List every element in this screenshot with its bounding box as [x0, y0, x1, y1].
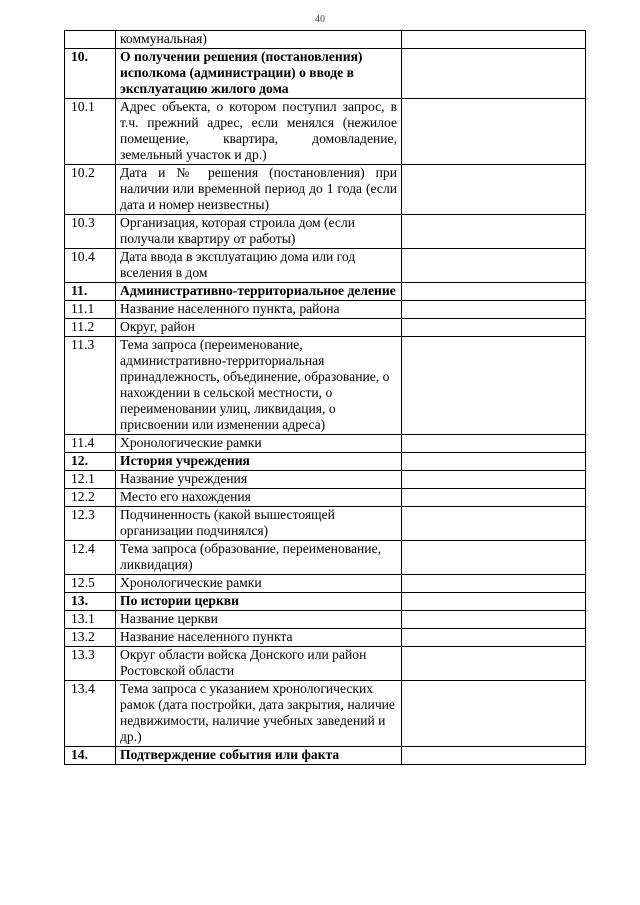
answer-cell[interactable] [402, 99, 586, 165]
answer-cell[interactable] [402, 507, 586, 541]
item-description: По истории церкви [116, 593, 402, 611]
item-number: 11.1 [65, 301, 116, 319]
section-header-row [65, 49, 586, 99]
answer-cell[interactable] [402, 283, 586, 301]
answer-cell[interactable] [402, 681, 586, 747]
item-description: Место его нахождения [116, 489, 402, 507]
section-header-row [65, 747, 586, 765]
answer-cell[interactable] [402, 541, 586, 575]
answer-cell[interactable] [402, 249, 586, 283]
item-number: 10. [65, 49, 116, 99]
table-row [65, 31, 586, 49]
item-number: 11.4 [65, 435, 116, 453]
table-row [65, 471, 586, 489]
item-description: Название населенного пункта, района [116, 301, 402, 319]
answer-cell[interactable] [402, 453, 586, 471]
item-number: 12. [65, 453, 116, 471]
item-number: 13.1 [65, 611, 116, 629]
item-number: 11.2 [65, 319, 116, 337]
item-number: 12.2 [65, 489, 116, 507]
table-row [65, 165, 586, 215]
item-number: 13. [65, 593, 116, 611]
answer-cell[interactable] [402, 31, 586, 49]
table-row [65, 629, 586, 647]
item-description: Адрес объекта, о котором поступил запрос, в т.ч. прежний адрес, если менялся (нежилое помещение, квартира, домовладение, земельный участок и др.) [116, 99, 402, 165]
item-number [65, 31, 116, 49]
item-description: Округ, район [116, 319, 402, 337]
answer-cell[interactable] [402, 471, 586, 489]
item-description: Название церкви [116, 611, 402, 629]
item-description: коммунальная) [116, 31, 402, 49]
table-row [65, 681, 586, 747]
table-row [65, 507, 586, 541]
item-number: 10.4 [65, 249, 116, 283]
table-row [65, 489, 586, 507]
item-number: 14. [65, 747, 116, 765]
table-row [65, 215, 586, 249]
item-number: 10.2 [65, 165, 116, 215]
section-header-row [65, 283, 586, 301]
item-description: Организация, которая строила дом (если получали квартиру от работы) [116, 215, 402, 249]
section-header-row [65, 453, 586, 471]
answer-cell[interactable] [402, 593, 586, 611]
answer-cell[interactable] [402, 165, 586, 215]
answer-cell[interactable] [402, 337, 586, 435]
section-header-row [65, 593, 586, 611]
item-description: Подчиненность (какой вышестоящей организации подчинялся) [116, 507, 402, 541]
answer-cell[interactable] [402, 215, 586, 249]
table-row [65, 541, 586, 575]
table-row [65, 435, 586, 453]
answer-cell[interactable] [402, 489, 586, 507]
answer-cell[interactable] [402, 747, 586, 765]
item-description: Тема запроса с указанием хронологических рамок (дата постройки, дата закрытия, наличие недвижимости, наличие учебных заведений и др.) [116, 681, 402, 747]
table-row [65, 647, 586, 681]
item-description: Тема запроса (образование, переименование, ликвидация) [116, 541, 402, 575]
answer-cell[interactable] [402, 629, 586, 647]
item-number: 12.3 [65, 507, 116, 541]
answer-cell[interactable] [402, 49, 586, 99]
item-description: Административно-территориальное деление [116, 283, 402, 301]
item-number: 13.3 [65, 647, 116, 681]
table-row [65, 301, 586, 319]
answer-cell[interactable] [402, 319, 586, 337]
item-description: Хронологические рамки [116, 575, 402, 593]
table-row [65, 611, 586, 629]
item-number: 12.4 [65, 541, 116, 575]
table-row [65, 249, 586, 283]
item-number: 12.1 [65, 471, 116, 489]
answer-cell[interactable] [402, 611, 586, 629]
item-number: 11. [65, 283, 116, 301]
item-description: Дата и № решения (постановления) при наличии или временной период до 1 года (если дата и номер неизвестны) [116, 165, 402, 215]
item-description: Дата ввода в эксплуатацию дома или год вселения в дом [116, 249, 402, 283]
answer-cell[interactable] [402, 575, 586, 593]
item-description: Название учреждения [116, 471, 402, 489]
item-number: 13.2 [65, 629, 116, 647]
request-form-table [64, 30, 586, 765]
item-description: История учреждения [116, 453, 402, 471]
item-description: Округ области войска Донского или район Ростовской области [116, 647, 402, 681]
item-number: 10.3 [65, 215, 116, 249]
item-description: Тема запроса (переименование, административно-территориальная принадлежность, объединение, образование, о нахождении в сельской местности, о переименовании улиц, ликвидация, о присвоении или изменении адреса) [116, 337, 402, 435]
table-row [65, 337, 586, 435]
item-number: 10.1 [65, 99, 116, 165]
item-description: Подтверждение события или факта [116, 747, 402, 765]
item-description: Название населенного пункта [116, 629, 402, 647]
form-table-body [65, 31, 586, 765]
item-description: Хронологические рамки [116, 435, 402, 453]
item-description: О получении решения (постановления) исполкома (администрации) о вводе в эксплуатацию жилого дома [116, 49, 402, 99]
table-row [65, 575, 586, 593]
item-number: 11.3 [65, 337, 116, 435]
table-row [65, 319, 586, 337]
answer-cell[interactable] [402, 301, 586, 319]
answer-cell[interactable] [402, 647, 586, 681]
item-number: 13.4 [65, 681, 116, 747]
answer-cell[interactable] [402, 435, 586, 453]
table-row [65, 99, 586, 165]
item-number: 12.5 [65, 575, 116, 593]
page-number: 40 [315, 14, 325, 25]
